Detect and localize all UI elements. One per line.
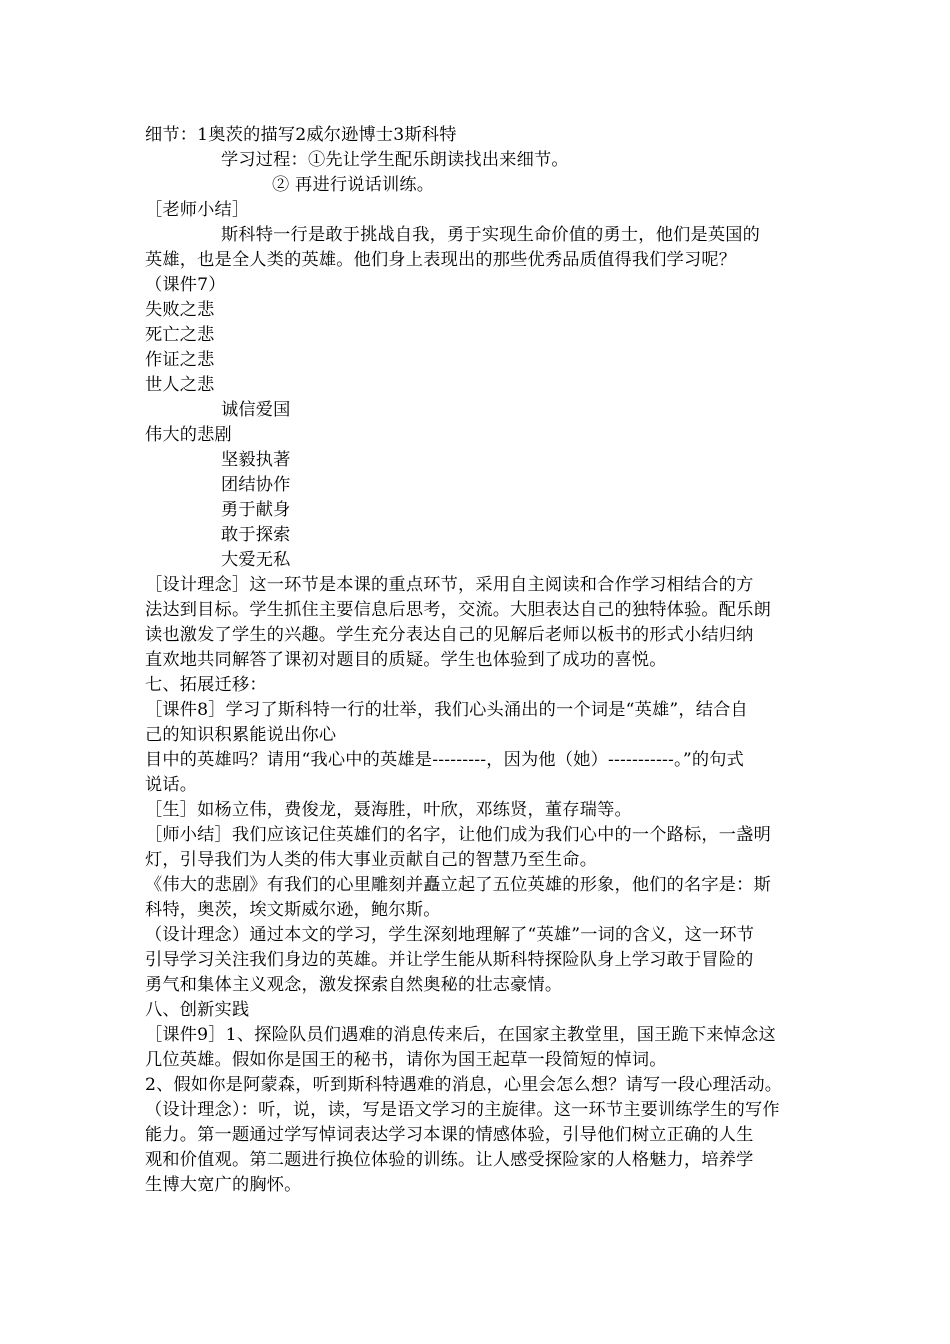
paragraph-line: 灯，引导我们为人类的伟大事业贡献自己的智慧乃至生命。 [145, 850, 598, 870]
paragraph-line: 斯科特一行是敢于挑战自我，勇于实现生命价值的勇士，他们是英国的 [221, 225, 761, 245]
paragraph-line: 勇气和集体主义观念，激发探索自然奥秘的壮志豪情。 [145, 975, 563, 995]
list-item: 团结协作 [221, 475, 291, 495]
list-item: 作证之悲 [145, 350, 215, 370]
paragraph-line: ［师小结］我们应该记住英雄们的名字，让他们成为我们心中的一个路标，一盏明 [145, 825, 771, 845]
paragraph-line: 2、假如你是阿蒙森，听到斯科特遇难的消息，心里会怎么想？请写一段心理活动。 [145, 1075, 783, 1095]
list-item: 勇于献身 [221, 500, 291, 520]
paragraph-line: 引导学习关注我们身边的英雄。并让学生能从斯科特探险队身上学习敢于冒险的 [145, 950, 754, 970]
paragraph-line: 目中的英雄吗？请用“我心中的英雄是---------，因为他（她）-----------。”的句式 [145, 750, 744, 770]
paragraph-line: ［课件9］1、探险队员们遇难的消息传来后，在国家主教堂里，国王跪下来悼念这 [145, 1025, 776, 1045]
details-line: 细节：1奥茨的描写2威尔逊博士3斯科特 [145, 125, 457, 145]
paragraph-line: ［设计理念］这一环节是本课的重点环节，采用自主阅读和合作学习相结合的方 [145, 575, 754, 595]
list-item: 伟大的悲剧 [145, 425, 232, 445]
paragraph-line: 英雄，也是全人类的英雄。他们身上表现出的那些优秀品质值得我们学习呢？ [145, 250, 737, 270]
paragraph-line: ［课件8］学习了斯科特一行的壮举，我们心头涌出的一个词是“英雄”，结合自 [145, 700, 748, 720]
paragraph-line: 几位英雄。假如你是国王的秘书，请你为国王起草一段简短的悼词。 [145, 1050, 667, 1070]
paragraph-line: 生博大宽广的胸怀。 [145, 1175, 302, 1195]
teacher-summary-heading: ［老师小结］ [145, 200, 250, 220]
paragraph-line: 法达到目标。学生抓住主要信息后思考，交流。大胆表达自己的独特体验。配乐朗 [145, 600, 771, 620]
list-item: 诚信爱国 [221, 400, 291, 420]
list-item: 坚毅执著 [221, 450, 291, 470]
list-item: 死亡之悲 [145, 325, 215, 345]
learning-process-line: 学习过程：①先让学生配乐朗读找出来细节。 [221, 150, 569, 170]
paragraph-line: 《伟大的悲剧》有我们的心里雕刻并矗立起了五位英雄的形象，他们的名字是：斯 [145, 875, 771, 895]
paragraph-line: 直欢地共同解答了课初对题目的质疑。学生也体验到了成功的喜悦。 [145, 650, 667, 670]
list-item: 敢于探索 [221, 525, 291, 545]
courseware-label: （课件7） [145, 275, 226, 295]
paragraph-line: 科特，奥茨，埃文斯威尔逊，鲍尔斯。 [145, 900, 441, 920]
section-heading: 八、创新实践 [145, 1000, 250, 1020]
document-body [145, 123, 810, 1198]
paragraph-line: 观和价值观。第二题进行换位体验的训练。让人感受探险家的人格魅力，培养学 [145, 1150, 754, 1170]
speaking-training-line: ② 再进行说话训练。 [272, 175, 435, 195]
paragraph-line: ［生］如杨立伟，费俊龙，聂海胜，叶欣，邓练贤，董存瑞等。 [145, 800, 632, 820]
list-item: 失败之悲 [145, 300, 215, 320]
paragraph-line: 说话。 [145, 775, 198, 795]
paragraph-line: （设计理念）通过本文的学习，学生深刻地理解了“英雄”一词的含义，这一环节 [145, 925, 755, 945]
list-item: 大爱无私 [221, 550, 291, 570]
list-item: 世人之悲 [145, 375, 215, 395]
section-heading: 七、拓展迁移： [145, 675, 267, 695]
paragraph-line: 能力。第一题通过学写悼词表达学习本课的情感体验，引导他们树立正确的人生 [145, 1125, 754, 1145]
paragraph-line: 读也激发了学生的兴趣。学生充分表达自己的见解后老师以板书的形式小结归纳 [145, 625, 754, 645]
paragraph-line: （设计理念）：听，说，读，写是语文学习的主旋律。这一环节主要训练学生的写作 [145, 1100, 780, 1120]
paragraph-line: 己的知识积累能说出你心 [145, 725, 337, 745]
